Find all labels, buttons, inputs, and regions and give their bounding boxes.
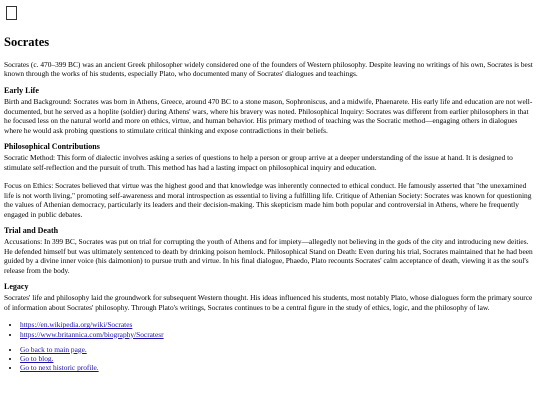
broken-image-icon <box>6 6 17 20</box>
contributions-heading: Philosophical Contributions <box>4 142 100 152</box>
wikipedia-link[interactable]: https://en.wikipedia.org/wiki/Socrates <box>20 320 133 330</box>
main-page-link[interactable]: Go back to main page. <box>20 344 87 354</box>
socratic-method-paragraph: Socratic Method: This form of dialectic involves asking a series of questions to help a person or group arrive at a deeper understanding of the issue at hand. It is designed to stimulate self-reflection and the pursuit of truth. This method has had a lasting impact on philosophical inquiry and education. <box>4 153 513 172</box>
intro-paragraph: Socrates (c. 470–399 BC) was an ancient Greek philosopher widely considered one of the founders of Western philosophy. Despite leaving no writings of his own, Socrates is best known through the works of his students, especially Plato, who documented many of Socrates' dialogues and teachings. <box>4 60 533 79</box>
reference-list <box>4 320 536 339</box>
legacy-section <box>4 282 536 312</box>
trial-section <box>4 226 536 275</box>
legacy-heading: Legacy <box>4 282 29 292</box>
reference-item <box>20 320 536 329</box>
navigation-list <box>4 345 536 373</box>
page-title: Socrates <box>4 35 50 49</box>
ethics-paragraph: Focus on Ethics: Socrates believed that virtue was the highest good and that knowledge was inherently connected to ethical conduct. He famously asserted that "the unexamined life is not worth living," promoting self-awareness and moral introspection as essential to living a fulfilling life. Critique of Athenian Society: Socrates was known for questioning the values of Athenian democracy, particularly its leaders and their decision-making. This skepticism made him both popular and controversial in Athens, where he frequently engaged in public debates. <box>4 181 532 219</box>
contributions-section <box>4 142 536 219</box>
nav-item <box>20 345 536 354</box>
early-life-paragraph: Birth and Background: Socrates was born in Athens, Greece, around 470 BC to a stone mason, Sophroniscus, and a midwife, Phaenarete. His early life and education are not well-documented, but he served as a hoplite (soldier) during Athens' wars, where his bravery was noted. Philosophical Inquiry: Socrates was different from earlier philosophers in that he focused less on the natural world and more on ethics, virtue, and human behavior. His primary method of teaching was the Socratic method—engaging others in dialogues where he would ask probing questions to stimulate critical thinking and expose contradictions in their beliefs. <box>4 97 533 135</box>
reference-item <box>20 330 536 339</box>
early-life-section <box>4 86 536 135</box>
legacy-paragraph: Socrates' life and philosophy laid the groundwork for subsequent Western thought. His ideas influenced his students, most notably Plato, whose dialogues form the primary source of information about Socrates' philosophy. Through Plato's writings, Socrates continues to be a central figure in the study of ethics, logic, and the philosophy of law. <box>4 293 533 312</box>
nav-item <box>20 363 536 372</box>
nav-item <box>20 354 536 363</box>
trial-heading: Trial and Death <box>4 226 59 236</box>
next-profile-link[interactable]: Go to next historic profile. <box>20 363 99 373</box>
blog-link[interactable]: Go to blog. <box>20 354 54 364</box>
britannica-link[interactable]: https://www.britannica.com/biography/Socratesr <box>20 329 164 339</box>
trial-paragraph: Accusations: In 399 BC, Socrates was put on trial for corrupting the youth of Athens and for impiety—allegedly not believing in the gods of the city and introducing new deities. He defended himself but was ultimately sentenced to death by drinking poison hemlock. Philosophical Stand on Death: Even during his trial, Socrates maintained that he had been guided by a divine inner voice (his daimonion) to pursue truth and virtue. In his final dialogue, Phaedo, Plato recounts Socrates' calm acceptance of death, viewing it as the soul's release from the body. <box>4 237 533 275</box>
early-life-heading: Early Life <box>4 85 39 95</box>
